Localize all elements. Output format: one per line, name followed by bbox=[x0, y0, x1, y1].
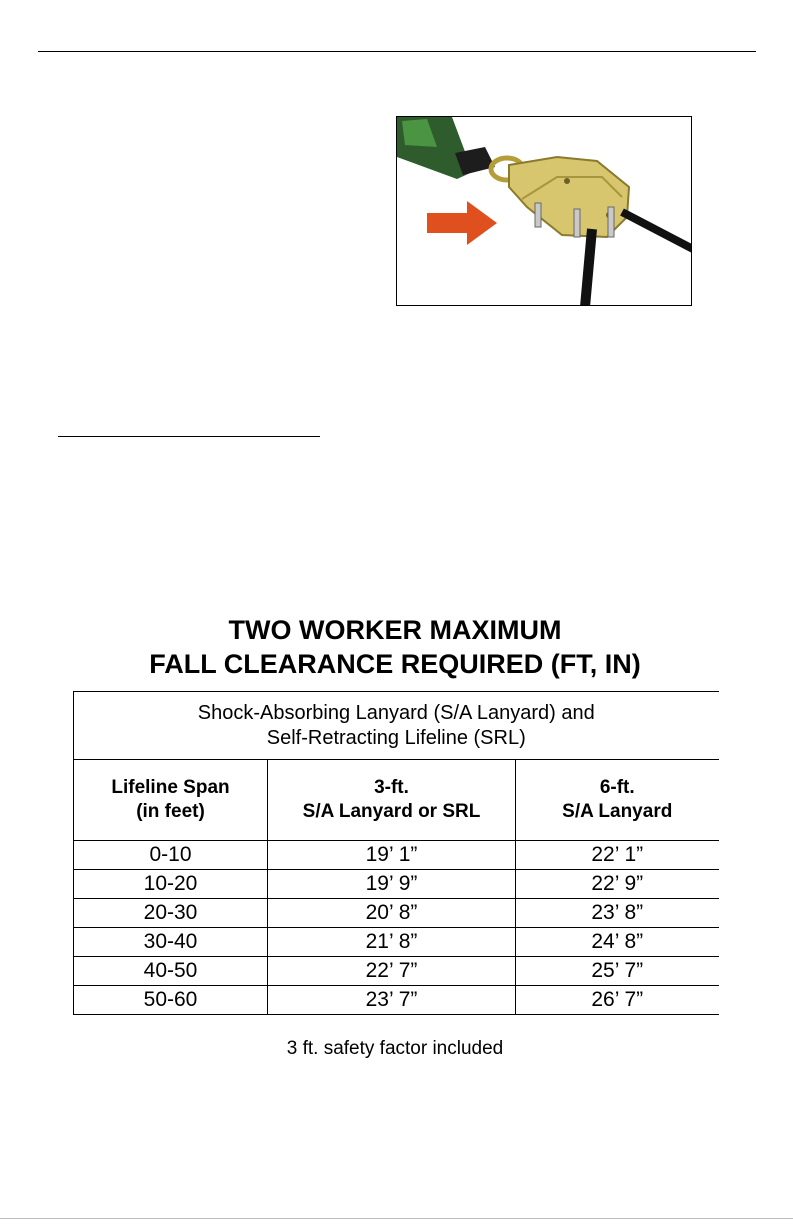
cell-6ft: 25’ 7” bbox=[516, 957, 719, 986]
table-row bbox=[74, 986, 719, 1015]
table-row bbox=[74, 957, 719, 986]
table-title bbox=[72, 613, 718, 681]
table-row bbox=[74, 870, 719, 899]
table-title-line2: FALL CLEARANCE REQUIRED (FT, IN) bbox=[149, 649, 641, 679]
cell-span: 0-10 bbox=[74, 841, 268, 870]
cell-6ft: 22’ 1” bbox=[516, 841, 719, 870]
header-6ft-lanyard: 6-ft. S/A Lanyard bbox=[516, 760, 719, 841]
cell-3ft: 21’ 8” bbox=[268, 928, 516, 957]
cell-6ft: 26’ 7” bbox=[516, 986, 719, 1015]
cell-3ft: 22’ 7” bbox=[268, 957, 516, 986]
lifeline-cable bbox=[622, 212, 692, 249]
cell-span: 10-20 bbox=[74, 870, 268, 899]
footer-rule bbox=[0, 1218, 793, 1219]
section-heading-underline bbox=[58, 436, 320, 437]
cell-6ft: 22’ 9” bbox=[516, 870, 719, 899]
cell-3ft: 23’ 7” bbox=[268, 986, 516, 1015]
cell-span: 30-40 bbox=[74, 928, 268, 957]
table-caption: Shock-Absorbing Lanyard (S/A Lanyard) and Self-Retracting Lifeline (SRL) bbox=[74, 692, 719, 760]
cell-3ft: 20’ 8” bbox=[268, 899, 516, 928]
cell-3ft: 19’ 1” bbox=[268, 841, 516, 870]
cell-6ft: 24’ 8” bbox=[516, 928, 719, 957]
header-rule bbox=[38, 51, 756, 52]
cell-6ft: 23’ 8” bbox=[516, 899, 719, 928]
cell-3ft: 19’ 9” bbox=[268, 870, 516, 899]
cell-span: 20-30 bbox=[74, 899, 268, 928]
fall-clearance-table bbox=[73, 691, 719, 1015]
direction-arrow bbox=[427, 201, 497, 245]
srl-connector-figure bbox=[396, 116, 692, 306]
table-title-line1: TWO WORKER MAXIMUM bbox=[228, 615, 562, 645]
connector-illustration bbox=[397, 117, 692, 306]
table-row bbox=[74, 928, 719, 957]
table-footnote: 3 ft. safety factor included bbox=[286, 1038, 504, 1059]
header-lifeline-span: Lifeline Span (in feet) bbox=[74, 760, 268, 841]
table-row bbox=[74, 841, 719, 870]
table-caption-row bbox=[74, 692, 719, 760]
table-row bbox=[74, 899, 719, 928]
table-header-row bbox=[74, 760, 719, 841]
cell-span: 40-50 bbox=[74, 957, 268, 986]
lifeline-cable-down bbox=[585, 229, 592, 306]
cell-span: 50-60 bbox=[74, 986, 268, 1015]
header-3ft-lanyard: 3-ft. S/A Lanyard or SRL bbox=[268, 760, 516, 841]
